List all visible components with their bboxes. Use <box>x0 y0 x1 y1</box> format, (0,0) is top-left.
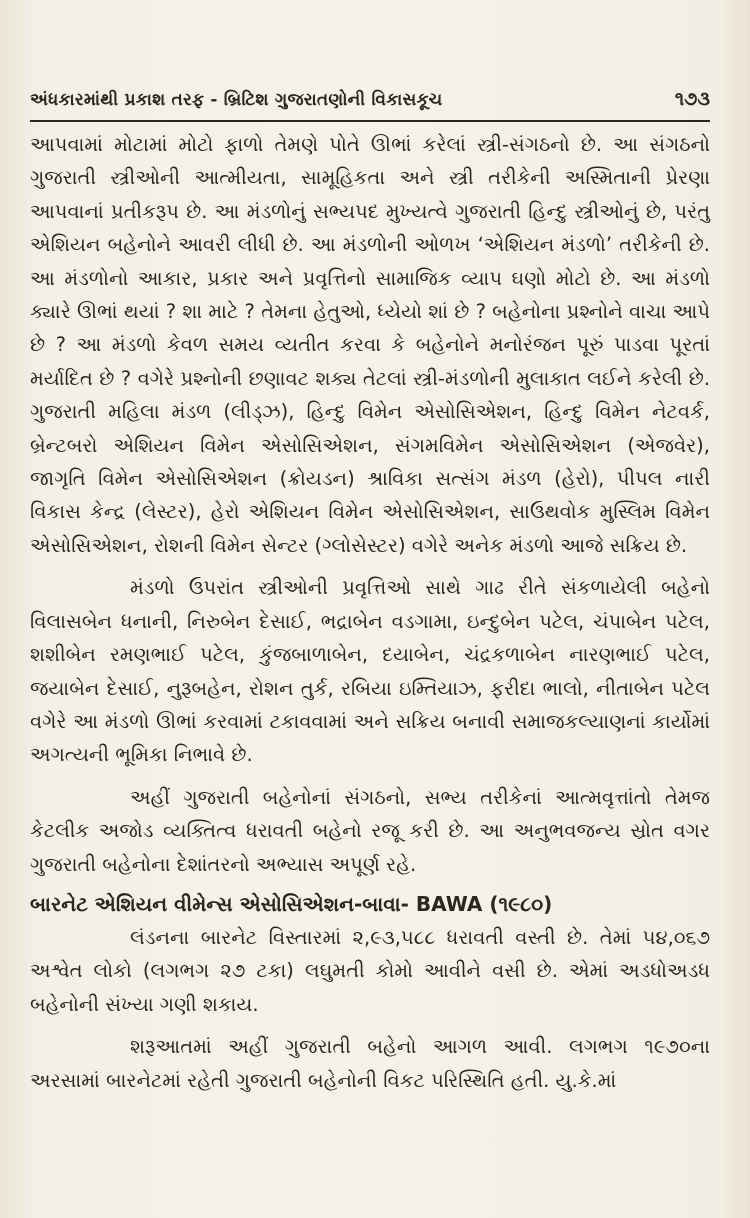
page-number: ૧૭૩ <box>674 88 710 110</box>
body-paragraph-2: મંડળો ઉપરાંત સ્ત્રીઓની પ્રવૃત્તિઓ સાથે ગાઢ રીતે સંકળાયેલી બહેનો વિલાસબેન ધનાની, નિરુબેન દેસાઈ, ભદ્રાબેન વડગામા, ઇન્દુબેન પટેલ, ચંપાબેન પટેલ, શશીબેન રમણભાઈ પટેલ, કુંજબાળાબેન, દયાબેન, ચંદ્રકળાબેન નારણભાઈ પટેલ, જયાબેન દેસાઈ, નુરૂબહેન, રોશન તુર્ક, રબિયા ઇમ્તિયાઝ, ફરીદા ભાલો, નીતાબેન પટેલ વગેરે આ મંડળો ઊભાં કરવામાં ટકાવવામાં અને સક્રિય બનાવી સમાજકલ્યાણનાં કાર્યોમાં અગત્યની ભૂમિકા નિભાવે છે. <box>30 576 710 767</box>
running-title: અંધકારમાંથી પ્રકાશ તરફ - બ્રિટિશ ગુજરાતણોની વિકાસકૂચ <box>30 90 443 110</box>
section-heading: બારનેટ એશિયન વીમેન્સ એસોસિએશન-બાવા- BAWA (૧૯૮૦) <box>30 891 553 916</box>
body-paragraph-5: શરૂઆતમાં અહીં ગુજરાતી બહેનો આગળ આવી. લગભગ ૧૯૭૦ના અરસામાં બારનેટમાં રહેતી ગુજરાતી બહેનોની વિકટ પરિસ્થિતિ હતી. યુ.કે.માં <box>30 1035 710 1092</box>
body-paragraph-3: અહીં ગુજરાતી બહેનોનાં સંગઠનો, સભ્ય તરીકેનાં આત્મવૃત્તાંતો તેમજ કેટલીક અજોડ વ્યક્તિત્વ ધરાવતી બહેનો રજૂ કરી છે. આ અનુભવજન્ય સ્રોત વગર ગુજરાતી બહેનોના દેશાંતરનો અભ્યાસ અપૂર્ણ રહે. <box>30 785 710 876</box>
header-rule <box>30 120 710 122</box>
body-paragraph-1: આપવામાં મોટામાં મોટો ફાળો તેમણે પોતે ઊભાં કરેલાં સ્ત્રી-સંગઠનો છે. આ સંગઠનો ગુજરાતી સ્ત્રીઓની આત્મીયતા, સામૂહિકતા અને સ્ત્રી તરીકેની અસ્મિતાની પ્રેરણા આપવાનાં પ્રતીકરૂપ છે. આ મંડળોનું સભ્યપદ મુખ્યત્વે ગુજરાતી હિન્દુ સ્ત્રીઓનું છે, પરંતુ એશિયન બહેનોને આવરી લીધી છે. આ મંડળોની ઓળખ ‘એશિયન મંડળો’ તરીકેની છે. આ મંડળોનો આકાર, પ્રકાર અને પ્રવૃત્તિનો સામાજિક વ્યાપ ઘણો મોટો છે. આ મંડળો ક્યારે ઊભાં થયાં ? શા માટે ? તેમના હેતુઓ, ધ્યેયો શાં છે ? બહેનોના પ્રશ્નોને વાચા આપે છે ? આ મંડળો કેવળ સમય વ્યતીત કરવા કે બહેનોને મનોરંજન પૂરું પાડવા પૂરતાં મર્યાદિત છે ? વગેરે પ્રશ્નોની છણાવટ શક્ય તેટલાં સ્ત્રી-મંડળોની મુલાકાત લઈને કરેલી છે. ગુજરાતી મહિલા મંડળ (લીડ્ઝ), હિન્દુ વિમેન એસોસિએશન, હિન્દુ વિમેન નેટવર્ક, બ્રેન્ટબરો એશિયન વિમેન એસોસિએશન, સંગમવિમેન એસોસિએશન (એજવેર), જાગૃતિ વિમેન એસોસિએશન (ક્રોયડન) શ્રાવિકા સત્સંગ મંડળ (હેરો), પીપલ નારી વિકાસ કેન્દ્ર (લેસ્ટર), હેરો એશિયન વિમેન એસોસિએશન, સાઉથવોક મુસ્લિમ વિમેન એસોસિએશન, રોશની વિમેન સેન્ટર (ગ્લોસેસ્ટર) વગેરે અનેક મંડળો આજે સક્રિય છે. <box>30 133 710 557</box>
body-paragraph-4: લંડનના બારનેટ વિસ્તારમાં ૨,૯૩,૫૮૮ ધરાવતી વસ્તી છે. તેમાં ૫૪,૦૬૭ અશ્વેત લોકો (લગભગ ૨૭ ટકા) લઘુમતી કોમો આવીને વસી છે. એમાં અડધોઅડધ બહેનોની સંખ્યા ગણી શકાય. <box>30 925 710 1016</box>
page-body <box>30 128 710 1097</box>
running-header <box>30 86 710 116</box>
